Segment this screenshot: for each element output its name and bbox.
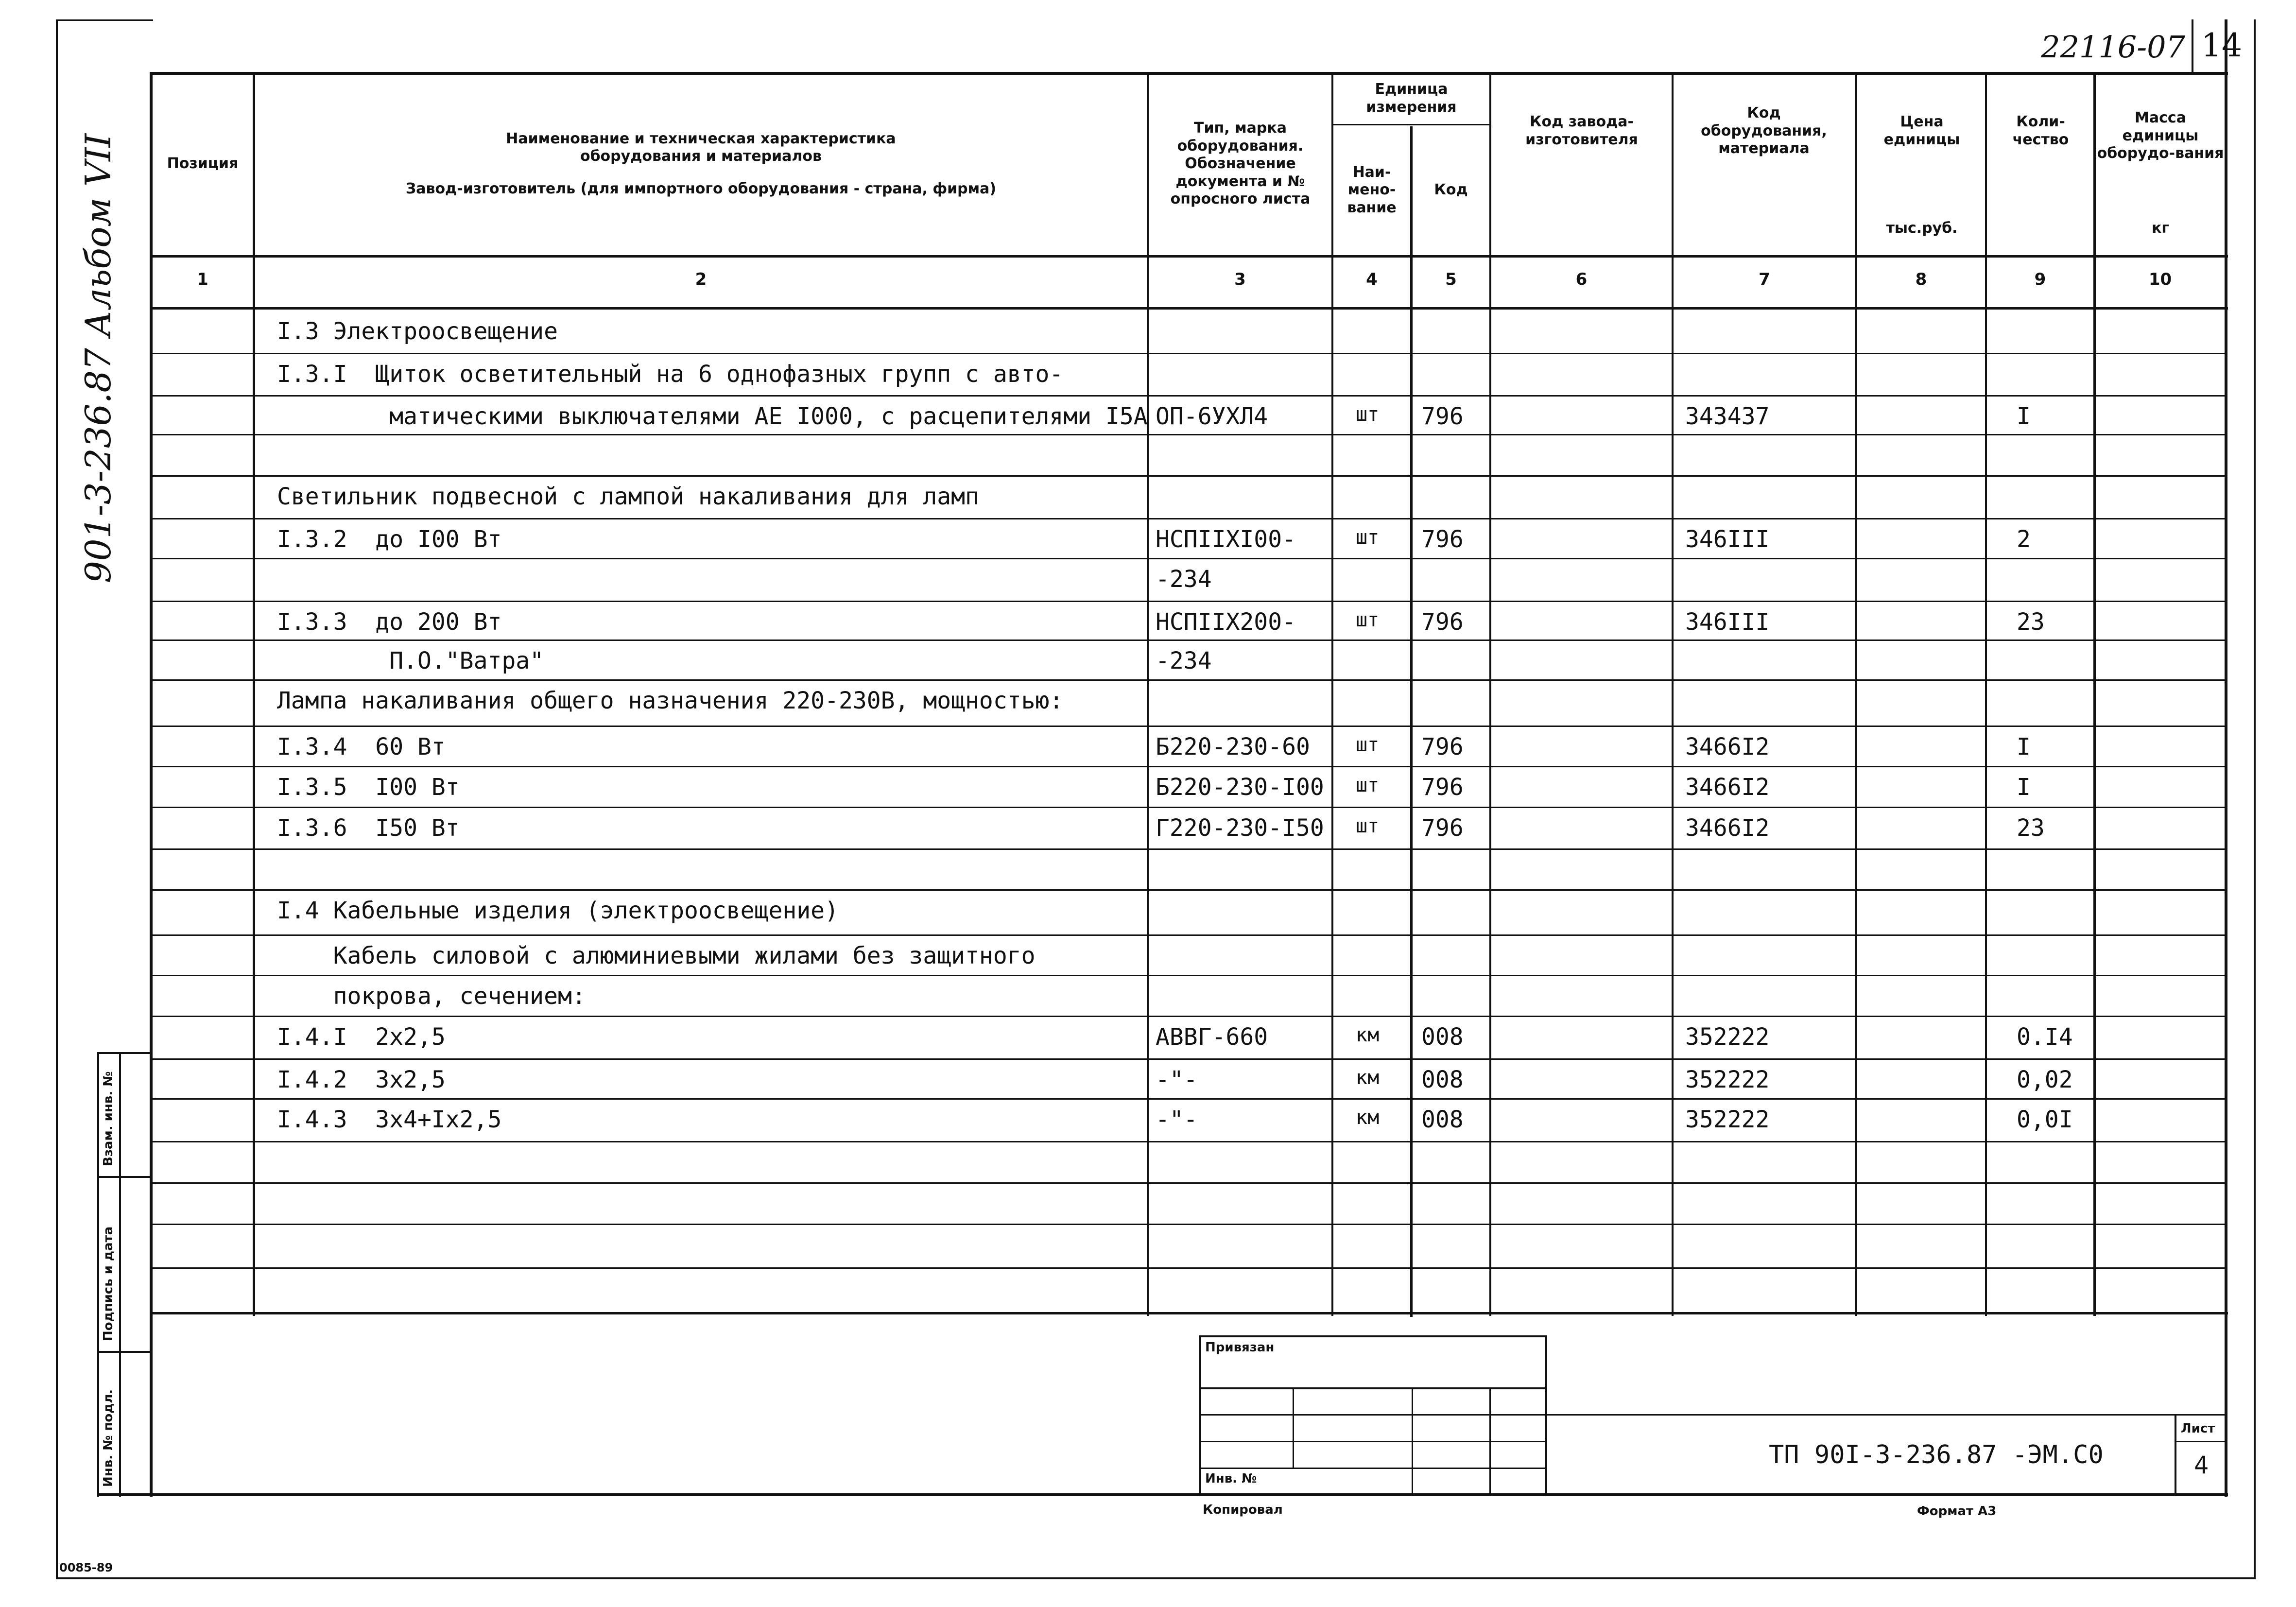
row-name: Светильник подвесной с лампой накаливания для ламп <box>277 483 979 510</box>
row-separator <box>153 934 2226 936</box>
row-unit: шт <box>1356 774 1380 796</box>
row-name: I.3.2 до I00 Вт <box>277 526 502 553</box>
row-unit-code: 008 <box>1421 1066 1464 1093</box>
stamp-list-label: Лист <box>2181 1421 2215 1436</box>
row-name: покрова, сечением: <box>277 983 586 1010</box>
row-separator <box>153 889 2226 891</box>
col-line-8 <box>1985 72 1987 1316</box>
header-price-unit: тыс.руб. <box>1886 219 1958 237</box>
row-material-code: 343437 <box>1685 403 1770 430</box>
row-type: Г220-230-I50 <box>1156 814 1324 842</box>
outer-right <box>2254 19 2256 1579</box>
row-quantity: I <box>2017 774 2031 801</box>
row-name: I.3.6 I50 Вт <box>277 814 460 842</box>
row-separator <box>153 1058 2226 1060</box>
side-stamp-podpis: Подпись и дата <box>101 1226 116 1341</box>
row-unit: км <box>1356 1067 1380 1089</box>
row-type: НСПIIХI00- <box>1156 526 1296 553</box>
stamp-list-mid <box>2175 1441 2226 1442</box>
sheet-page-handwritten: 14 <box>2201 27 2242 64</box>
row-type: -234 <box>1156 647 1212 674</box>
row-separator <box>153 766 2226 767</box>
header-price: Цена единицы <box>1883 113 1960 148</box>
row-separator <box>153 807 2226 808</box>
row-material-code: 352222 <box>1685 1066 1770 1093</box>
row-type: -"- <box>1156 1106 1198 1133</box>
stamp-row4 <box>1199 1468 1547 1469</box>
row-type: Б220-230-60 <box>1156 733 1310 760</box>
row-material-code: 352222 <box>1685 1023 1770 1051</box>
column-number-9: 9 <box>2034 270 2046 289</box>
doc-number-handwritten: 22116-07 <box>2041 29 2186 65</box>
row-name: I.3 Электроосвещение <box>277 318 558 345</box>
row-name: I.3.3 до 200 Вт <box>277 608 502 636</box>
side-stamp-left <box>97 1052 99 1497</box>
stamp-col1 <box>1293 1387 1294 1468</box>
row-separator <box>153 975 2226 976</box>
column-number-8: 8 <box>1915 270 1927 289</box>
row-material-code: 3466I2 <box>1685 733 1770 760</box>
row-unit-code: 796 <box>1421 608 1464 636</box>
row-separator <box>153 518 2226 519</box>
row-name: I.3.5 I00 Вт <box>277 774 460 801</box>
row-name: I.4.3 3х4+Iх2,5 <box>277 1106 502 1133</box>
row-quantity: 0,0I <box>2017 1106 2073 1133</box>
header-mass-unit: кг <box>2151 219 2170 237</box>
header-position: Позиция <box>167 155 239 173</box>
stamp-col3 <box>1489 1387 1491 1494</box>
row-quantity: 2 <box>2017 526 2031 553</box>
stamp-box-right <box>1545 1335 1547 1496</box>
column-number-4: 4 <box>1366 270 1378 289</box>
row-separator <box>153 1141 2226 1142</box>
side-stamp-top <box>97 1052 151 1054</box>
colnum-bottom-line <box>151 307 2228 310</box>
row-unit-code: 796 <box>1421 526 1464 553</box>
column-number-1: 1 <box>197 270 208 289</box>
header-unit-code: Код <box>1434 181 1468 199</box>
row-name: I.3.4 60 Вт <box>277 733 446 760</box>
header-unit-group: Единица измерения <box>1366 80 1457 116</box>
row-type: ОП-6УХЛ4 <box>1156 403 1268 430</box>
row-quantity: 0.I4 <box>2017 1023 2073 1051</box>
row-material-code: 346III <box>1685 608 1770 636</box>
row-separator <box>153 434 2226 435</box>
row-name: Лампа накаливания общего назначения 220-230В, мощностью: <box>277 687 1064 714</box>
row-unit: шт <box>1356 609 1380 631</box>
stamp-kopiroval: Копировал <box>1203 1503 1283 1517</box>
row-separator <box>153 639 2226 641</box>
column-number-10: 10 <box>2148 270 2172 289</box>
header-material-code: Код оборудования, материала <box>1701 104 1827 157</box>
row-quantity: I <box>2017 733 2031 760</box>
row-name: П.О."Ватра" <box>277 647 544 674</box>
col-line-9 <box>2093 72 2096 1316</box>
row-unit-code: 796 <box>1421 774 1464 801</box>
row-name: матическими выключателями АЕ I000, с расцепителями I5А <box>277 403 1148 430</box>
column-number-5: 5 <box>1445 270 1457 289</box>
stamp-row2 <box>1199 1414 1547 1416</box>
stamp-main-top <box>1545 1414 2226 1416</box>
header-unit-name: Наи-мено-вание <box>1347 163 1397 216</box>
stamp-list-number: 4 <box>2194 1451 2209 1479</box>
row-separator <box>153 1224 2226 1225</box>
stamp-list-left <box>2175 1414 2176 1494</box>
col-line-2 <box>1147 72 1149 1316</box>
table-bottom-line <box>151 1312 2228 1314</box>
row-unit: шт <box>1356 815 1380 837</box>
row-unit: км <box>1356 1024 1380 1046</box>
header-mass: Масса единицы оборудо-вания <box>2097 109 2224 162</box>
side-stamp-div1 <box>97 1176 151 1178</box>
header-name-line1: Наименование и техническая характеристика <box>506 130 896 147</box>
stamp-inv-no: Инв. № <box>1205 1471 1257 1486</box>
column-number-7: 7 <box>1759 270 1770 289</box>
row-unit: шт <box>1356 526 1380 549</box>
outer-bottom <box>56 1577 2256 1579</box>
row-separator <box>153 1016 2226 1017</box>
stamp-privyazan: Привязан <box>1205 1340 1275 1355</box>
page-box-left <box>2192 19 2193 73</box>
row-type: Б220-230-I00 <box>1156 774 1324 801</box>
column-number-3: 3 <box>1234 270 1246 289</box>
row-type: -234 <box>1156 566 1212 593</box>
side-stamp-div2 <box>97 1351 151 1353</box>
header-name-line3: Завод-изготовитель (для импортного оборудования - страна, фирма) <box>405 180 997 197</box>
row-separator <box>153 353 2226 354</box>
row-material-code: 3466I2 <box>1685 814 1770 842</box>
col-line-5 <box>1489 72 1491 1316</box>
row-separator <box>153 848 2226 850</box>
row-separator <box>153 726 2226 727</box>
col-line-1 <box>253 72 255 1316</box>
row-quantity: 23 <box>2017 608 2045 636</box>
row-unit: шт <box>1356 734 1380 756</box>
row-name: I.4.2 3х2,5 <box>277 1066 446 1093</box>
row-separator <box>153 558 2226 559</box>
row-separator <box>153 1098 2226 1100</box>
col-line-7 <box>1855 72 1857 1316</box>
row-name: I.3.I Щиток осветительный на 6 однофазных групп с авто- <box>277 361 1064 388</box>
row-quantity: 23 <box>2017 814 2045 842</box>
row-unit: км <box>1356 1106 1380 1129</box>
row-unit-code: 796 <box>1421 814 1464 842</box>
frame-right <box>2225 19 2227 1497</box>
header-name-line2: оборудования и материалов <box>580 148 822 165</box>
stamp-box-top <box>1199 1335 1547 1337</box>
row-quantity: 0,02 <box>2017 1066 2073 1093</box>
stamp-format: Формат А3 <box>1917 1504 1997 1519</box>
side-stamp-inv-podl: Инв. № подл. <box>101 1389 116 1487</box>
side-album-label: 901-3-236.87 Альбом VII <box>78 133 119 583</box>
col-line-6 <box>1672 72 1674 1316</box>
frame-bottom <box>97 1493 2228 1496</box>
row-type: НСПIIХ200- <box>1156 608 1296 636</box>
row-type: АВВГ-660 <box>1156 1023 1268 1051</box>
row-separator <box>153 679 2226 681</box>
header-factory-code: Код завода-изготовителя <box>1525 113 1638 148</box>
row-unit-code: 008 <box>1421 1023 1464 1051</box>
column-number-2: 2 <box>695 270 707 289</box>
row-name: I.4.I 2х2,5 <box>277 1023 446 1051</box>
side-stamp-right <box>119 1052 121 1497</box>
row-separator <box>153 395 2226 397</box>
row-separator <box>153 1267 2226 1269</box>
col-line-3 <box>1331 72 1333 1316</box>
side-stamp-vzam: Взам. инв. № <box>101 1071 116 1166</box>
row-name: Кабель силовой с алюминиевыми жилами без защитного <box>277 942 1036 969</box>
row-unit-code: 008 <box>1421 1106 1464 1133</box>
row-material-code: 3466I2 <box>1685 774 1770 801</box>
header-bottom-line <box>151 255 2228 258</box>
col-line-4 <box>1410 126 1413 1317</box>
outer-left <box>56 19 58 1579</box>
row-type: -"- <box>1156 1066 1198 1093</box>
column-number-6: 6 <box>1575 270 1588 289</box>
row-unit-code: 796 <box>1421 403 1464 430</box>
stamp-doc-code: ТП 90I-3-236.87 -ЭМ.С0 <box>1769 1440 2104 1469</box>
row-material-code: 352222 <box>1685 1106 1770 1133</box>
row-quantity: I <box>2017 403 2031 430</box>
row-name: I.4 Кабельные изделия (электроосвещение) <box>277 897 839 924</box>
row-separator <box>153 475 2226 477</box>
header-type: Тип, марка оборудования. Обозначение документа и № опросного листа <box>1170 120 1311 208</box>
row-unit: шт <box>1356 403 1380 426</box>
stamp-row3 <box>1199 1441 1547 1442</box>
outer-top <box>56 19 153 21</box>
bottom-left-code: 0085-89 <box>59 1561 113 1574</box>
stamp-col2 <box>1412 1387 1413 1494</box>
row-separator <box>153 1182 2226 1184</box>
header-name <box>255 73 1147 255</box>
row-unit-code: 796 <box>1421 733 1464 760</box>
stamp-row1 <box>1199 1387 1547 1389</box>
header-quantity: Коли-чество <box>2012 113 2069 148</box>
row-material-code: 346III <box>1685 526 1770 553</box>
row-separator <box>153 601 2226 602</box>
